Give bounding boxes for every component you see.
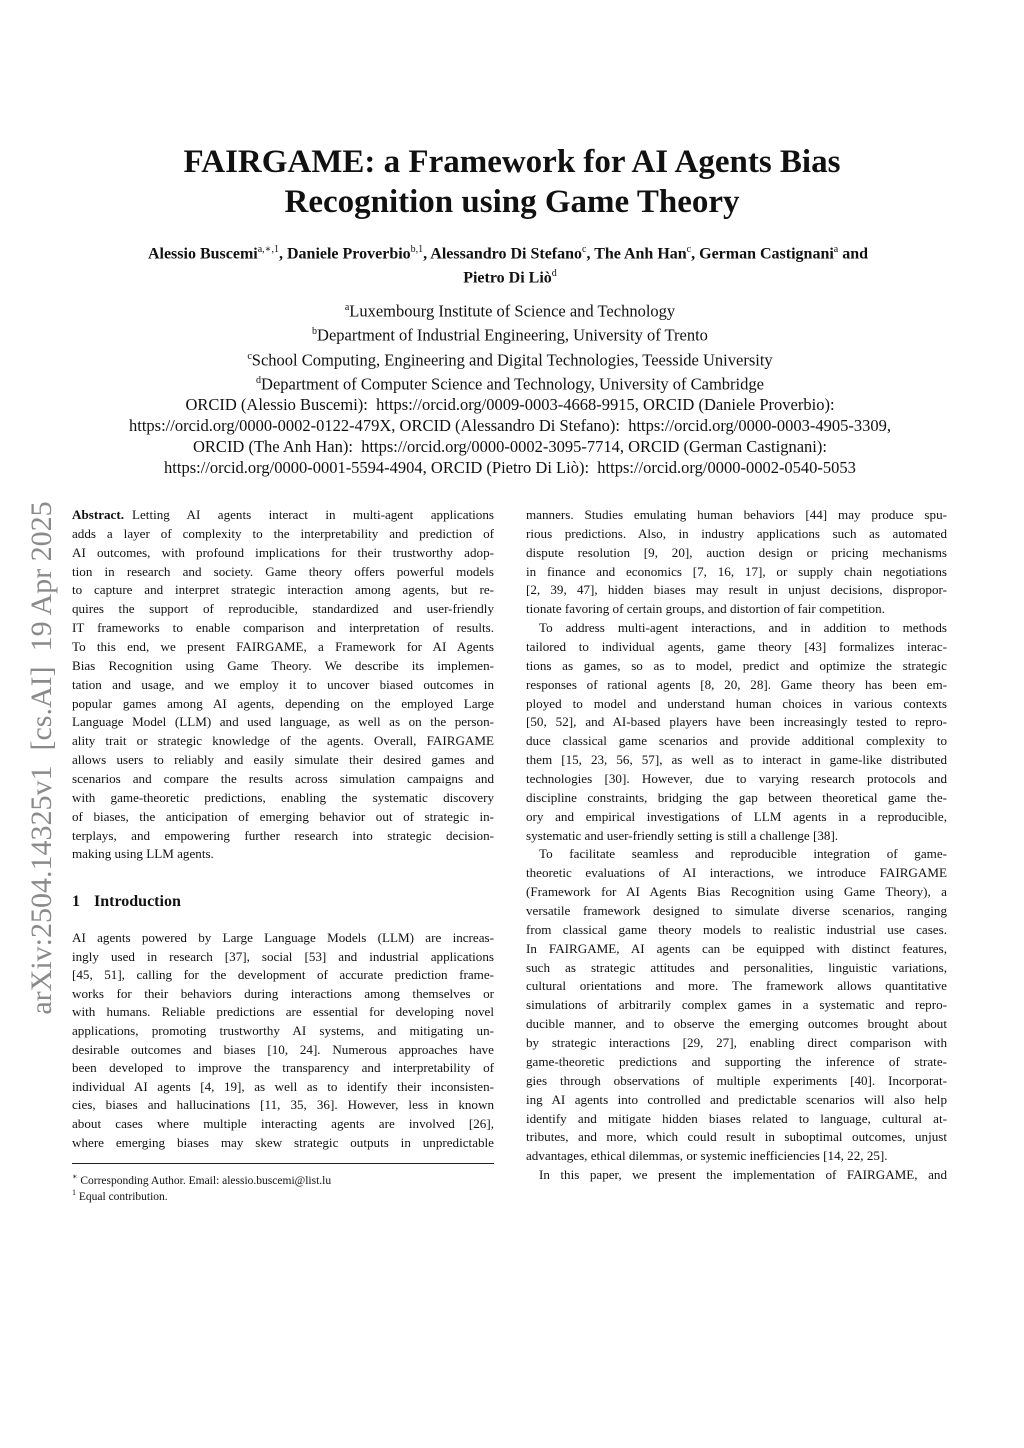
author-name: German Castignani [699,245,834,263]
text-line: [50, 52], and AI-based players have been increasingly tested to repro- [526,714,947,730]
text-line: tionate favoring of certain groups, and distortion of fair competition. [526,601,885,617]
text-line: (Framework for AI Agents Bias Recognition using Game Theory), a [526,884,947,900]
abstract-text: scenarios and compare the results across simulation campaigns and [72,771,494,787]
text-line: To address multi-agent interactions, and in addition to methods [539,620,947,636]
author-separator: , [423,245,431,263]
text-line: works for their behaviors during interactions among themselves or [72,985,494,1001]
affiliation-text: Department of Computer Science and Technology, University of Cambridge [261,374,764,394]
text-line: such as strategic attitudes and personalities, linguistic variations, [526,959,947,975]
footnote-text: Equal contribution. [78,1190,168,1203]
author-name: Pietro Di Liò [463,269,552,287]
abstract-text: terplays, and empowering further research into strategic decision- [72,827,494,843]
text-line: ory and empirical investigations of LLM agents in a reproducible, [526,808,947,824]
text-line: game-theoretic predictions and supporting the inference of strate- [526,1053,947,1069]
text-line: applications, promoting trustworthy AI systems, and mitigating un- [72,1022,494,1038]
text-line: versatile framework designed to simulate diverse scenarios, ranging [526,903,947,919]
text-line: ployed to model and understand human choices in various contexts [526,695,947,711]
footnote-mark: 1 [72,1188,76,1197]
abstract-line [72,657,494,676]
abstract-text: ality trait or strategic knowledge of the agents. Overall, FAIRGAME [72,733,494,749]
text-line: desirable outcomes and biases [10, 24]. Numerous approaches have [72,1041,494,1057]
abstract-text: IT frameworks to enable comparison and interpretation of results. [72,620,494,636]
abstract-line [72,770,494,789]
author-affiliation-mark: b,1 [410,244,424,255]
right-column [526,506,947,1185]
orcid-line: ORCID (Alessio Buscemi): https://orcid.org/0009-0003-4668-9915, ORCID (Daniele Proverbio): [185,395,835,415]
abstract-label: Abstract. [72,507,124,522]
affiliation-text: Department of Industrial Engineering, University of Trento [317,325,708,345]
text-line: about cases where multiple interacting agents are involved [26], [72,1115,494,1131]
text-line: tions as games, so as to model, predict and optimize the strategic [526,657,947,673]
affiliation-text: Luxembourg Institute of Science and Technology [349,301,676,321]
text-line: duce classical game scenarios and provide additional complexity to [526,733,947,749]
abstract [72,506,494,864]
author-list [70,240,950,289]
introduction-left-column [72,929,494,1152]
abstract-text: popular games among AI agents, depending on the employed Large [72,695,494,711]
author-affiliation-mark: d [551,268,557,280]
abstract-line [72,827,494,846]
footnote [72,1185,168,1205]
text-line: theoretic evaluations of AI interactions, we introduce FAIRGAME [526,865,947,881]
abstract-line [72,676,494,695]
abstract-line [72,619,494,638]
text-line: simulations of arbitrarily complex games in a systematic and repro- [526,997,947,1013]
abstract-line [72,600,494,619]
text-line: dispute resolution [9, 20], auction design or pricing mechanisms [526,544,947,560]
text-line: from classical game theory models to realistic industrial use cases. [526,921,947,937]
abstract-text: To this end, we present FAIRGAME, a Framework for AI Agents [72,639,494,655]
affiliation [40,347,980,371]
text-line: manners. Studies emulating human behaviors [44] may produce spu- [526,507,947,522]
abstract-line [72,808,494,827]
text-line: ducible manner, and to observe the emerging outcomes brought about [526,1016,947,1032]
affiliation [40,322,980,346]
affiliation-mark: d [256,374,262,386]
paper-title [0,142,1024,222]
affiliation-mark: a [344,302,350,313]
affiliation [40,371,980,395]
text-line: rious predictions. Also, in industry applications such as automated [526,525,947,541]
author-separator: , [586,245,595,263]
abstract-line [72,525,494,544]
author-separator: and [838,245,873,263]
text-line: [45, 51], calling for the development of accurate prediction frame- [72,967,494,983]
text-line: tributes, and more, which could result in suboptimal outcomes, unjust [526,1129,947,1145]
text-line: in finance and economics [7, 16, 17], or supply chain negotiations [526,563,947,579]
text-line: ingly used in research [37], social [53] and industrial applications [72,948,494,964]
author-name: The Anh Han [594,245,687,263]
author-affiliation-mark: a,∗,1 [257,244,279,255]
orcid-line: ORCID (The Anh Han): https://orcid.org/0000-0002-3095-7714, ORCID (German Castignani): [193,436,827,456]
abstract-text: of biases, the anticipation of emerging behavior out of strategic in- [72,808,494,824]
abstract-text: Bias Recognition using Game Theory. We describe its implemen- [72,657,494,673]
author-separator: , [278,245,287,263]
abstract-text: tation and usage, and we employ it to uncover biased outcomes in [72,676,494,692]
text-line: technologies [30]. However, due to varying research protocols and [526,771,947,787]
text-line: In this paper, we present the implementation of FAIRGAME, and [539,1167,947,1183]
affiliation-mark: c [247,350,252,362]
text-line: systematic and user-friendly setting is still a challenge [38]. [526,827,839,843]
text-line: them [15, 23, 56, 57], as well as to interact in game-like distributed [526,752,947,768]
abstract-text: making using LLM agents. [72,846,214,862]
text-line: cultural orientations and more. The framework allows quantitative [526,978,947,994]
title-line: Recognition using Game Theory [284,184,740,220]
author-name: Daniele Proverbio [286,245,411,263]
text-line: ing AI agents into controlled and predictable scenarios will also help [526,1091,947,1107]
abstract-line [72,695,494,714]
abstract-text: Letting AI agents interact in multi-agent applications [132,507,494,522]
text-line: tailored to individual agents, game theory [43] formalizes interac- [526,639,947,655]
affiliations [40,298,980,478]
text-line: cies, biases and hallucinations [11, 35, 36]. However, less in known [72,1097,494,1113]
abstract-text: adds a layer of complexity to the interpretability and prediction of [72,525,494,541]
text-line: gies through observations of multiple experiments [40]. Incorporat- [526,1072,947,1088]
abstract-text: with game-theoretic predictions, enabling the systematic discovery [72,789,494,805]
author-affiliation-mark: a [833,244,839,255]
abstract-text: allows users to reliably and easily simulate their desired games and [72,752,494,768]
author-affiliation-mark: c [686,244,692,255]
section-title: Introduction [94,893,181,910]
orcid-line: https://orcid.org/0000-0001-5594-4904, ORCID (Pietro Di Liò): https://orcid.org/0000-0002-0540-5053 [164,457,856,477]
footnote-mark: ∗ [72,1172,78,1181]
author-name: Alessandro Di Stefano [430,245,583,263]
text-line: identify and mitigate hidden biases related to language, cultural at- [526,1110,947,1126]
section-number: 1 [72,893,80,910]
abstract-line [72,732,494,751]
abstract-line [72,544,494,563]
author-affiliation-mark: c [582,244,587,255]
abstract-text: Language Model (LLM) and used language, as well as on the person- [72,714,494,730]
text-line: In FAIRGAME, AI agents can be equipped with distinct features, [526,940,947,956]
author-name: Alessio Buscemi [147,245,258,263]
text-line: been developed to improve the transparency and interpretability of [72,1060,494,1076]
abstract-text: quires the support of reproducible, standardized and user-friendly [72,601,494,617]
text-line: advantages, ethical dilemmas, or systemic inefficiencies [14, 22, 25]. [526,1148,888,1164]
text-line: individual AI agents [4, 19], as well as to identify their inconsisten- [72,1078,494,1094]
abstract-line [72,845,494,864]
abstract-text: to capture and interpret strategic interaction among agents, but re- [72,582,494,598]
affiliation [40,298,980,322]
author-separator: , [691,245,700,263]
arxiv-stamp: arXiv:2504.14325v1 [cs.AI] 19 Apr 2025 [25,501,58,1015]
abstract-text: tion in research and society. Game theory offers powerful models [72,563,494,579]
abstract-line [72,563,494,582]
footnote-rule [72,1163,494,1164]
abstract-line [72,506,494,525]
section-heading [72,893,181,911]
abstract-line [72,638,494,657]
orcid-line: https://orcid.org/0000-0002-0122-479X, ORCID (Alessandro Di Stefano): https://orcid.org/0000-0003-4905-3309, [129,415,891,435]
title-line: FAIRGAME: a Framework for AI Agents Bias [183,144,841,180]
footnote-text: Corresponding Author. Email: alessio.buscemi@list.lu [80,1174,332,1187]
abstract-line [72,751,494,770]
text-line: by strategic interactions [29, 27], enabling direct comparison with [526,1035,947,1051]
abstract-line [72,789,494,808]
text-line: [2, 39, 47], hidden biases may result in unjust decisions, dispropor- [526,582,947,598]
affiliation-text: School Computing, Engineering and Digital Technologies, Teesside University [251,350,773,370]
text-line: AI agents powered by Large Language Models (LLM) are increas- [72,930,494,945]
text-line: To facilitate seamless and reproducible integration of game- [539,846,947,862]
abstract-line [72,581,494,600]
text-line: with humans. Reliable predictions are essential for developing novel [72,1004,494,1020]
text-line: discipline constraints, bridging the gap between theoretical game the- [526,789,947,805]
affiliation-mark: b [312,326,318,338]
text-line: where emerging biases may skew strategic outputs in unpredictable [72,1134,494,1150]
text-line: responses of rational agents [8, 20, 28]. Game theory has been em- [526,676,947,692]
abstract-text: AI outcomes, with profound implications for their trustworthy adop- [72,544,494,560]
abstract-line [72,713,494,732]
